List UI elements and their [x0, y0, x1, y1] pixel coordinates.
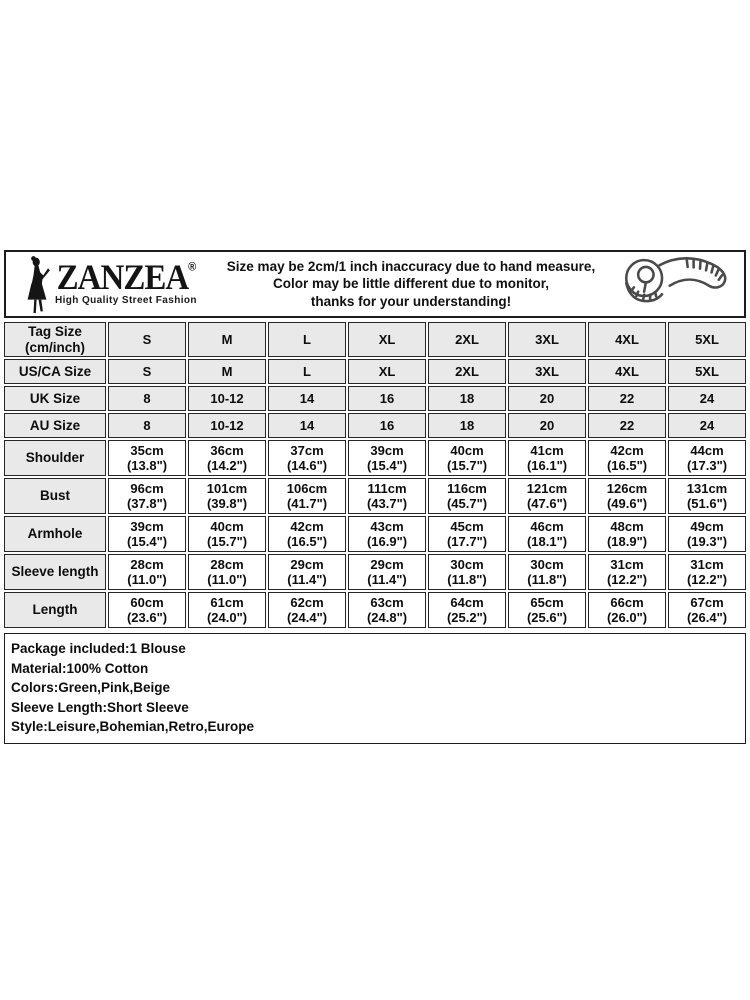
cell-bust-2XL: 116cm (45.7")	[428, 478, 506, 514]
cell-usca-size-4XL: 4XL	[588, 359, 666, 384]
brand-tagline: High Quality Street Fashion	[55, 294, 197, 306]
cell-sleeve-length-2XL: 30cm (11.8")	[428, 554, 506, 590]
cell-shoulder-4XL: 42cm (16.5")	[588, 440, 666, 476]
cell-tag-size-5XL: 5XL	[668, 322, 746, 357]
cell-shoulder-XL: 39cm (15.4")	[348, 440, 426, 476]
cell-usca-size-XL: XL	[348, 359, 426, 384]
cell-tag-size-XL: XL	[348, 322, 426, 357]
product-info-line-2: Material:100% Cotton	[11, 660, 149, 676]
cell-usca-size-L: L	[268, 359, 346, 384]
size-table	[4, 322, 746, 628]
cell-uk-size-2XL: 18	[428, 386, 506, 411]
cell-sleeve-length-M: 28cm (11.0")	[188, 554, 266, 590]
cell-usca-size-3XL: 3XL	[508, 359, 586, 384]
product-info	[4, 633, 746, 744]
cell-sleeve-length-S: 28cm (11.0")	[108, 554, 186, 590]
cell-usca-size-5XL: 5XL	[668, 359, 746, 384]
row-label-usca-size: US/CA Size	[4, 359, 106, 384]
cell-armhole-S: 39cm (15.4")	[108, 516, 186, 552]
cell-bust-S: 96cm (37.8")	[108, 478, 186, 514]
cell-armhole-5XL: 49cm (19.3")	[668, 516, 746, 552]
cell-length-3XL: 65cm (25.6")	[508, 592, 586, 628]
row-label-uk-size: UK Size	[4, 386, 106, 411]
cell-length-4XL: 66cm (26.0")	[588, 592, 666, 628]
cell-sleeve-length-L: 29cm (11.4")	[268, 554, 346, 590]
cell-length-5XL: 67cm (26.4")	[668, 592, 746, 628]
cell-armhole-XL: 43cm (16.9")	[348, 516, 426, 552]
row-label-tag-size: Tag Size (cm/inch)	[4, 322, 106, 357]
notice-line-3: thanks for your understanding!	[310, 293, 512, 309]
cell-au-size-S: 8	[108, 413, 186, 438]
cell-armhole-L: 42cm (16.5")	[268, 516, 346, 552]
cell-armhole-2XL: 45cm (17.7")	[428, 516, 506, 552]
cell-shoulder-L: 37cm (14.6")	[268, 440, 346, 476]
measuring-tape-icon	[610, 255, 738, 313]
cell-au-size-M: 10-12	[188, 413, 266, 438]
cell-sleeve-length-4XL: 31cm (12.2")	[588, 554, 666, 590]
brand-logo	[6, 255, 212, 313]
notice-line-1: Size may be 2cm/1 inch inaccuracy due to hand measure,	[226, 258, 596, 274]
cell-uk-size-4XL: 22	[588, 386, 666, 411]
cell-au-size-4XL: 22	[588, 413, 666, 438]
cell-au-size-5XL: 24	[668, 413, 746, 438]
brand-name	[56, 257, 196, 298]
cell-uk-size-S: 8	[108, 386, 186, 411]
cell-sleeve-length-3XL: 30cm (11.8")	[508, 554, 586, 590]
cell-tag-size-4XL: 4XL	[588, 322, 666, 357]
cell-uk-size-3XL: 20	[508, 386, 586, 411]
row-label-length: Length	[4, 592, 106, 628]
cell-shoulder-S: 35cm (13.8")	[108, 440, 186, 476]
cell-length-XL: 63cm (24.8")	[348, 592, 426, 628]
measure-notice	[212, 258, 610, 311]
cell-bust-4XL: 126cm (49.6")	[588, 478, 666, 514]
cell-usca-size-2XL: 2XL	[428, 359, 506, 384]
cell-armhole-M: 40cm (15.7")	[188, 516, 266, 552]
cell-length-2XL: 64cm (25.2")	[428, 592, 506, 628]
cell-tag-size-S: S	[108, 322, 186, 357]
cell-au-size-2XL: 18	[428, 413, 506, 438]
cell-bust-L: 106cm (41.7")	[268, 478, 346, 514]
cell-tag-size-2XL: 2XL	[428, 322, 506, 357]
cell-armhole-3XL: 46cm (18.1")	[508, 516, 586, 552]
fashion-woman-silhouette-icon	[22, 255, 52, 313]
cell-au-size-3XL: 20	[508, 413, 586, 438]
product-info-line-5: Style:Leisure,Bohemian,Retro,Europe	[11, 719, 255, 734]
cell-tag-size-L: L	[268, 322, 346, 357]
cell-bust-XL: 111cm (43.7")	[348, 478, 426, 514]
cell-bust-5XL: 131cm (51.6")	[668, 478, 746, 514]
header	[4, 250, 746, 318]
cell-uk-size-L: 14	[268, 386, 346, 411]
cell-bust-M: 101cm (39.8")	[188, 478, 266, 514]
cell-au-size-L: 14	[268, 413, 346, 438]
row-label-au-size: AU Size	[4, 413, 106, 438]
cell-sleeve-length-XL: 29cm (11.4")	[348, 554, 426, 590]
row-label-shoulder: Shoulder	[4, 440, 106, 476]
cell-shoulder-M: 36cm (14.2")	[188, 440, 266, 476]
cell-uk-size-5XL: 24	[668, 386, 746, 411]
cell-uk-size-XL: 16	[348, 386, 426, 411]
cell-length-S: 60cm (23.6")	[108, 592, 186, 628]
size-chart-block	[4, 250, 746, 744]
cell-au-size-XL: 16	[348, 413, 426, 438]
cell-sleeve-length-5XL: 31cm (12.2")	[668, 554, 746, 590]
row-label-sleeve-length: Sleeve length	[4, 554, 106, 590]
row-label-armhole: Armhole	[4, 516, 106, 552]
cell-usca-size-S: S	[108, 359, 186, 384]
row-label-bust: Bust	[4, 478, 106, 514]
brand-text	[55, 257, 197, 306]
cell-tag-size-M: M	[188, 322, 266, 357]
notice-line-2: Color may be little different due to monitor,	[272, 276, 550, 292]
cell-bust-3XL: 121cm (47.6")	[508, 478, 586, 514]
cell-uk-size-M: 10-12	[188, 386, 266, 411]
cell-usca-size-M: M	[188, 359, 266, 384]
product-info-line-4: Sleeve Length:Short Sleeve	[11, 699, 189, 715]
cell-tag-size-3XL: 3XL	[508, 322, 586, 357]
cell-length-L: 62cm (24.4")	[268, 592, 346, 628]
cell-shoulder-2XL: 40cm (15.7")	[428, 440, 506, 476]
product-info-line-1: Package included:1 Blouse	[11, 641, 186, 656]
cell-shoulder-3XL: 41cm (16.1")	[508, 440, 586, 476]
product-info-line-3: Colors:Green,Pink,Beige	[11, 680, 171, 695]
cell-length-M: 61cm (24.0")	[188, 592, 266, 628]
registered-mark: ®	[188, 259, 196, 274]
brand-name-text: ZANZEA	[56, 257, 189, 298]
cell-shoulder-5XL: 44cm (17.3")	[668, 440, 746, 476]
cell-armhole-4XL: 48cm (18.9")	[588, 516, 666, 552]
